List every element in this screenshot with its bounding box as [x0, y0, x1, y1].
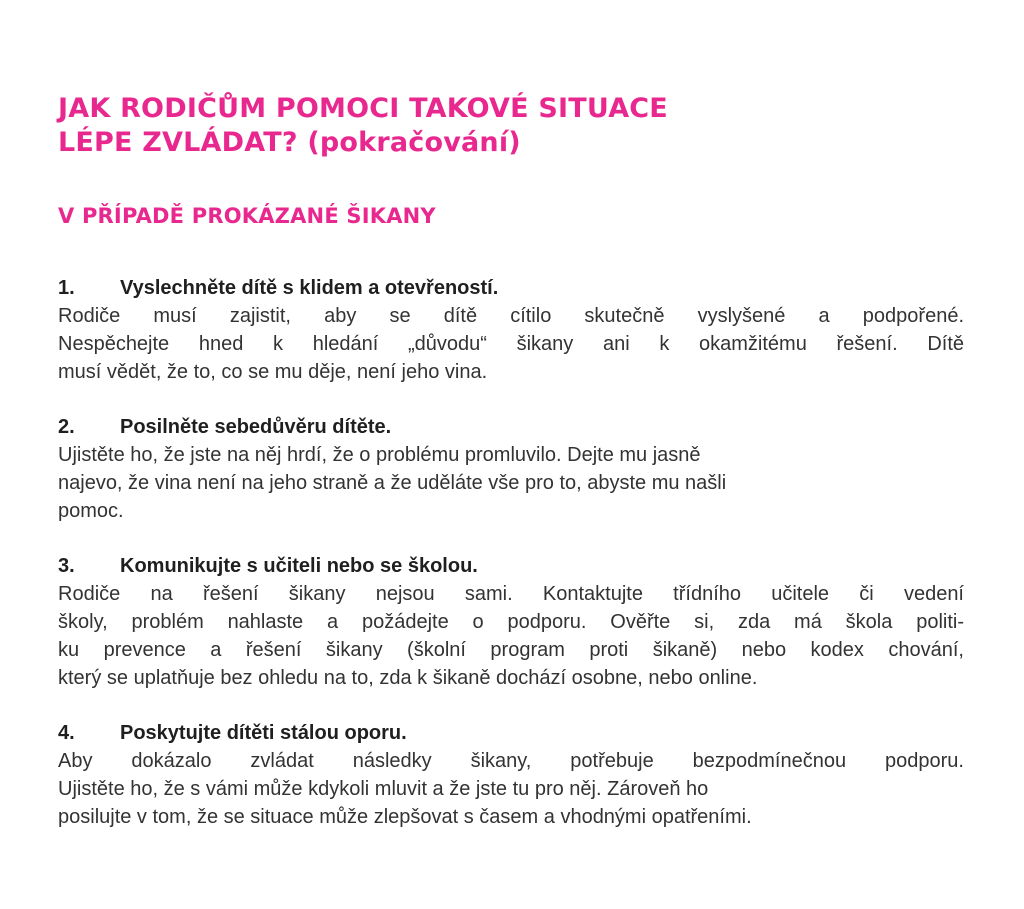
text-line: najevo, že vina není na jeho straně a že uděláte vše pro to, abyste mu našli [58, 472, 727, 494]
text-line: posilujte v tom, že se situace může zlepšovat s časem a vhodnými opatřeními. [58, 806, 752, 828]
text-line: pomoc. [58, 500, 124, 522]
list-item-title: Posilněte sebedůvěru dítěte. [120, 416, 392, 438]
list-item-text [58, 580, 964, 692]
text-line: musí vědět, že to, co se mu děje, není jeho vina. [58, 361, 488, 383]
text-line: Rodiče na řešení šikany nejsou sami. Kontaktujte třídního učitele či vedení [58, 583, 964, 605]
page-title-line-1: JAK RODIČŮM POMOCI TAKOVÉ SITUACE [58, 93, 668, 124]
list-item-text [58, 302, 964, 386]
list-item [58, 274, 964, 386]
list-item-number: 1. [58, 277, 75, 299]
list-item-title: Vyslechněte dítě s klidem a otevřeností. [120, 277, 499, 299]
text-line: Aby dokázalo zvládat následky šikany, potřebuje bezpodmínečnou podporu. [58, 750, 964, 772]
list-item-heading [58, 413, 964, 441]
list-item-number: 2. [58, 416, 75, 438]
list-item-title: Poskytujte dítěti stálou oporu. [120, 722, 407, 744]
text-line: Ujistěte ho, že jste na něj hrdí, že o problému promluvilo. Dejte mu jasně [58, 444, 701, 466]
text-line: Rodiče musí zajistit, aby se dítě cítilo skutečně vyslyšené a podpořené. [58, 305, 964, 327]
list-item-heading [58, 719, 964, 747]
text-line: ku prevence a řešení šikany (školní program proti šikaně) nebo kodex chování, [58, 639, 964, 661]
text-line: Ujistěte ho, že s vámi může kdykoli mluvit a že jste tu pro něj. Zároveň ho [58, 778, 709, 800]
section-subtitle: V PŘÍPADĚ PROKÁZANÉ ŠIKANY [58, 204, 436, 228]
advice-list [58, 274, 964, 831]
list-item-heading [58, 274, 964, 302]
list-item [58, 719, 964, 831]
text-line: školy, problém nahlaste a požádejte o podporu. Ověřte si, zda má škola politi- [58, 611, 964, 633]
page-title-line-2: LÉPE ZVLÁDAT? (pokračování) [58, 127, 521, 158]
list-item-number: 3. [58, 555, 75, 577]
page-title [58, 92, 964, 160]
text-line: který se uplatňuje bez ohledu na to, zda k šikaně dochází osobne, nebo online. [58, 667, 758, 689]
text-line: Nespěchejte hned k hledání „důvodu“ šikany ani k okamžitému řešení. Dítě [58, 333, 964, 355]
list-item-text [58, 747, 964, 831]
list-item-number: 4. [58, 722, 75, 744]
list-item-title: Komunikujte s učiteli nebo se školou. [120, 555, 478, 577]
document-page [58, 92, 964, 858]
list-item [58, 413, 964, 525]
list-item [58, 552, 964, 692]
list-item-text [58, 441, 964, 525]
list-item-heading [58, 552, 964, 580]
